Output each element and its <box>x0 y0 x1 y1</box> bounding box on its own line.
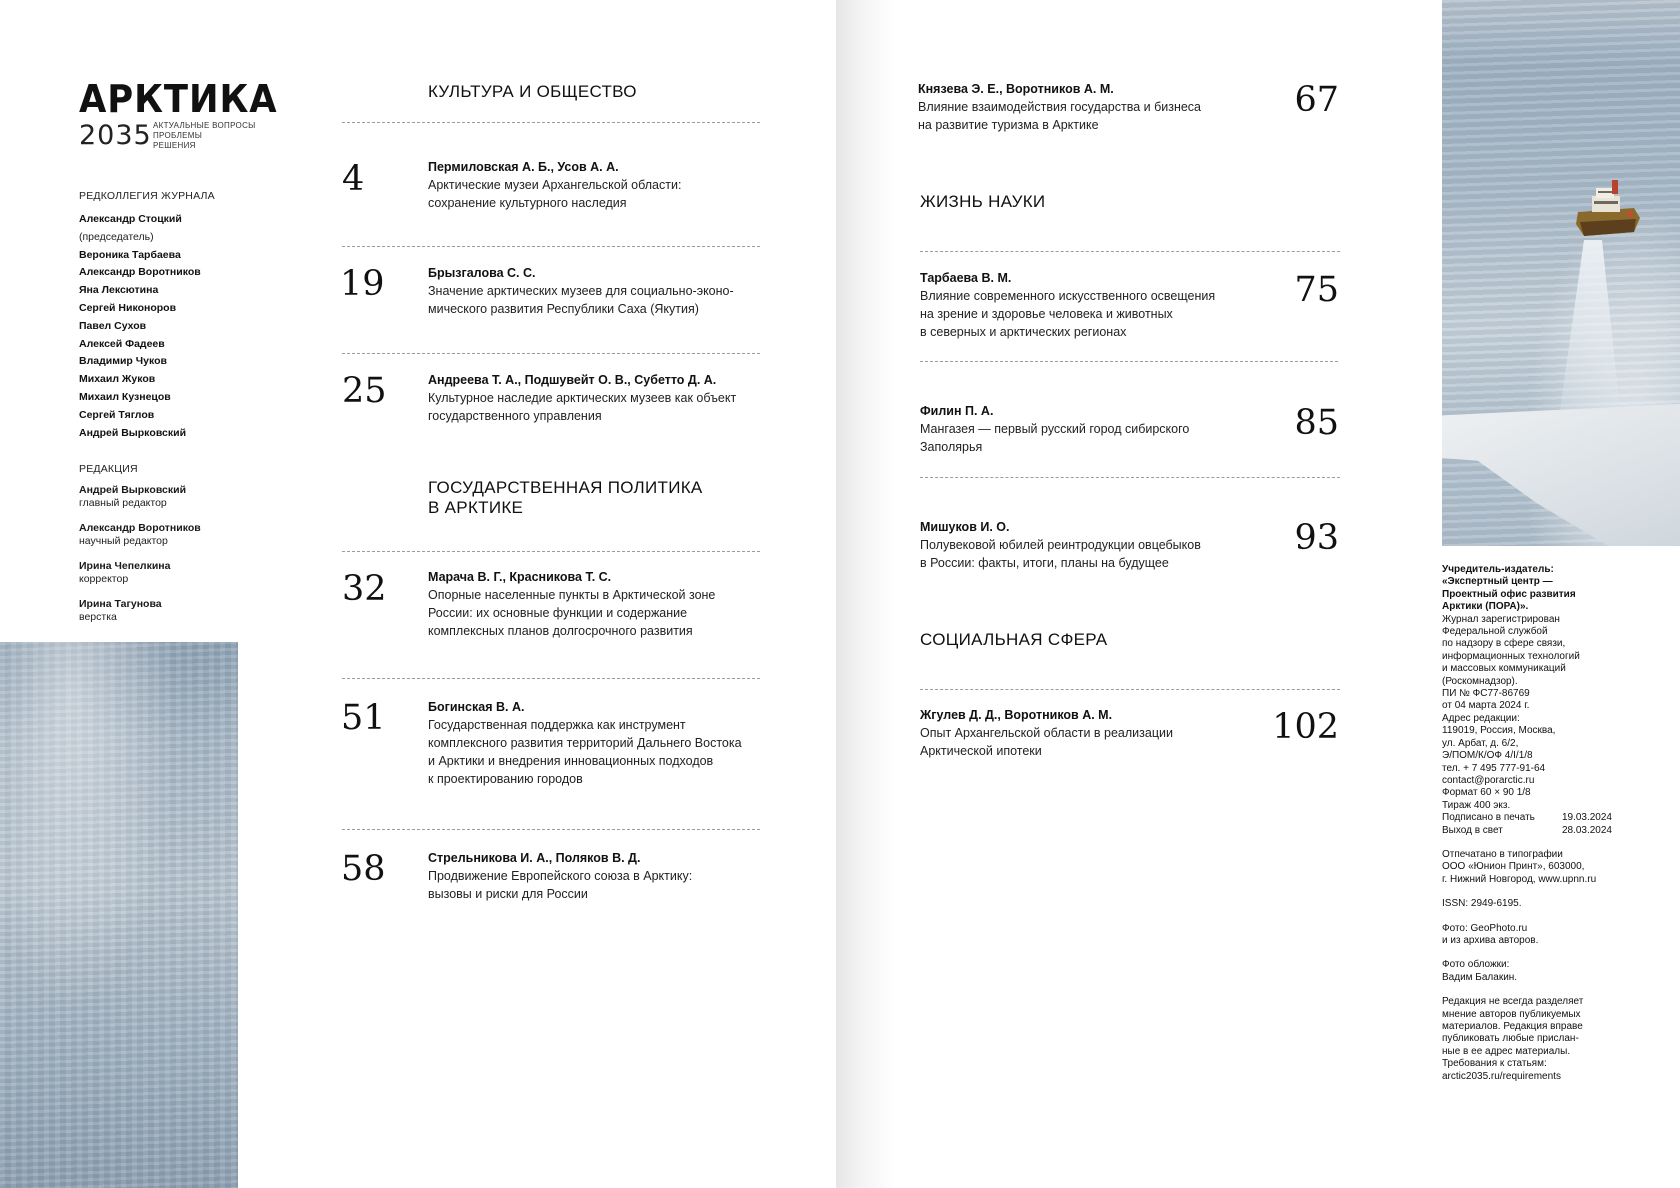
staff-entry <box>79 521 201 548</box>
imprint-line: мнение авторов публикуемых <box>1442 1008 1581 1020</box>
imprint-line: Тираж 400 экз. <box>1442 799 1511 811</box>
imprint-line: тел. + 7 495 777-91-64 <box>1442 762 1546 774</box>
toc-title-line: Влияние современного искусственного освещения <box>920 289 1216 303</box>
release-row <box>1442 825 1612 837</box>
signed-label: Подписано в печать <box>1442 812 1535 824</box>
staff-entry <box>79 597 201 624</box>
staff-entry <box>79 559 201 586</box>
divider <box>920 251 1340 252</box>
signed-row <box>1442 812 1612 824</box>
logo-subtitle-line: АКТУАЛЬНЫЕ ВОПРОСЫ <box>153 121 256 130</box>
imprint-line: Журнал зарегистрирован <box>1442 613 1560 625</box>
imprint-line: «Экспертный центр — <box>1442 576 1553 588</box>
toc-title-line: мического развития Республики Саха (Якутия) <box>428 302 699 316</box>
imprint-line: и массовых коммуникаций <box>1442 663 1566 675</box>
spacer <box>1442 984 1612 996</box>
toc-page-number: 85 <box>1294 403 1339 443</box>
toc-authors: Князева Э. Е., Воротников А. М. <box>918 82 1114 96</box>
toc-title-line: Государственная поддержка как инструмент <box>428 718 686 732</box>
imprint-line: 119019, Россия, Москва, <box>1442 725 1556 737</box>
imprint-line: и из архива авторов. <box>1442 934 1539 946</box>
toc-entry[interactable] <box>428 698 742 788</box>
staff-name: Андрей Выркoвский <box>79 484 187 496</box>
toc-title-line: Влияние взаимодействия государства и бизнеса <box>918 100 1202 114</box>
toc-title-line: Культурное наследие арктических музеев как объект <box>428 391 737 405</box>
toc-entry[interactable] <box>428 158 681 212</box>
staff-role: верстка <box>79 611 117 623</box>
staff-role: главный редактор <box>79 497 167 509</box>
magazine-logo-title: АРКТИКА <box>79 77 278 121</box>
section-title-science: ЖИЗНЬ НАУКИ <box>920 192 1046 211</box>
spacer <box>1442 837 1612 849</box>
signed-date: 19.03.2024 <box>1561 812 1612 824</box>
imprint-line: ул. Арбат, д. 6/2, <box>1442 737 1519 749</box>
toc-entry[interactable] <box>920 706 1173 760</box>
imprint-line: Редакция не всегда разделяет <box>1442 996 1584 1008</box>
divider <box>342 353 760 354</box>
magazine-logo-subtitle <box>153 121 256 151</box>
imprint-line: (Роскомнадзор). <box>1442 675 1518 687</box>
toc-title-line: сохранение культурного наследия <box>428 196 627 210</box>
imprint-line: Федеральной службой <box>1442 626 1548 638</box>
imprint-line: Фото: GeoPhoto.ru <box>1442 922 1528 934</box>
toc-title-line: Арктической ипотеки <box>920 744 1042 758</box>
toc-title-line: на зрение и здоровье человека и животных <box>920 307 1173 321</box>
logo-subtitle-line: РЕШЕНИЯ <box>153 141 196 150</box>
board-list <box>79 211 201 442</box>
toc-page-number: 102 <box>1272 707 1339 747</box>
imprint-line: материалов. Редакция вправе <box>1442 1021 1583 1032</box>
board-member: Сергей Тяглов <box>79 408 155 421</box>
toc-entry[interactable] <box>428 849 692 903</box>
toc-title-line: Опыт Архангельской области в реализации <box>920 726 1173 740</box>
board-heading: РЕДКОЛЛЕГИЯ ЖУРНАЛА <box>79 190 215 202</box>
toc-title-line: комплексного развития территорий Дальнего Востока <box>428 736 742 750</box>
imprint-line: от 04 марта 2024 г. <box>1442 700 1530 712</box>
editorial-heading: РЕДАКЦИЯ <box>79 463 138 475</box>
imprint-line: г. Нижний Новгород, www.upnn.ru <box>1442 873 1597 885</box>
imprint-line: публиковать любые прислан- <box>1442 1033 1579 1045</box>
toc-page-number: 51 <box>341 698 386 738</box>
staff-name: Ирина Тагунова <box>79 598 162 610</box>
toc-title-line: в северных и арктических регионах <box>920 325 1127 339</box>
release-date: 28.03.2024 <box>1561 824 1612 836</box>
toc-title-line: к проектированию городов <box>428 772 583 786</box>
board-member: Вероника Тарбаева <box>79 248 181 261</box>
imprint-line: Формат 60 × 90 1/8 <box>1442 787 1531 799</box>
toc-title-line: России: их основные функции и содержание <box>428 606 688 620</box>
imprint-line: Фото обложки: <box>1442 959 1510 971</box>
release-label: Выход в свет <box>1442 824 1503 836</box>
imprint-line: по надзору в сфере связи, <box>1442 638 1566 650</box>
toc-authors: Андреева Т. А., Подшувейт О. В., Субетто Д. А. <box>428 373 717 387</box>
imprint-line: Требования к статьям: <box>1442 1058 1547 1070</box>
toc-title-line: Полувековой юбилей реинтродукции овцебыков <box>920 538 1201 552</box>
board-member: Яна Лексютина <box>79 284 159 297</box>
toc-authors: Филин П. А. <box>920 404 994 418</box>
divider <box>920 361 1338 362</box>
imprint-line: Проектный офис развития <box>1442 588 1576 600</box>
staff-role: научный редактор <box>79 535 168 547</box>
board-member: Алексей Фадеев <box>79 337 165 350</box>
toc-title-line: и Арктики и внедрения инновационных подходов <box>428 754 714 768</box>
issn: ISSN: 2949-6195. <box>1442 898 1522 910</box>
icebreaker-ship-icon <box>1574 174 1642 248</box>
spacer <box>1442 947 1612 959</box>
toc-title-line: Значение арктических музеев для социально-эконо- <box>428 284 734 298</box>
section-title-social: СОЦИАЛЬНАЯ СФЕРА <box>920 630 1108 649</box>
requirements-link[interactable]: arctic2035.ru/requirements <box>1442 1070 1561 1082</box>
toc-entry[interactable] <box>918 80 1201 134</box>
toc-entry[interactable] <box>920 402 1189 456</box>
imprint-line: Адрес редакции: <box>1442 712 1520 724</box>
toc-authors: Стрельникова И. А., Поляков В. Д. <box>428 851 641 865</box>
ice-photo-left <box>0 642 238 1188</box>
toc-page-number: 67 <box>1294 80 1339 120</box>
staff-name: Александр Воротников <box>79 522 201 534</box>
divider <box>342 246 760 247</box>
imprint-line: Учредитель-издатель: <box>1442 564 1554 575</box>
toc-title-line: Арктические музеи Архангельской области: <box>428 178 682 192</box>
board-member: Александр Воротников <box>79 266 201 279</box>
toc-title-line: Заполярья <box>920 440 983 454</box>
toc-authors: Тарбаева В. М. <box>920 271 1012 285</box>
imprint-line: Э/ПОМ/К/ОФ 4/I/1/8 <box>1442 750 1533 762</box>
spacer <box>1442 911 1612 923</box>
imprint-line: ООО «Юнион Принт», 603000, <box>1442 861 1585 873</box>
toc-page-number: 4 <box>342 159 365 199</box>
board-member: Андрей Выркoвский <box>79 426 187 439</box>
board-member: Владимир Чуков <box>79 355 167 368</box>
divider <box>920 477 1340 478</box>
logo-subtitle-line: ПРОБЛЕМЫ <box>153 131 203 140</box>
toc-authors: Марача В. Г., Красникова Т. С. <box>428 570 612 584</box>
section-title-policy <box>428 478 703 518</box>
toc-title-line: Мангазея — первый русский город сибирского <box>920 422 1190 436</box>
toc-entry[interactable] <box>920 269 1215 341</box>
contact-email[interactable]: contact@porarctic.ru <box>1442 774 1535 786</box>
imprint-line: Вадим Балакин. <box>1442 971 1518 983</box>
toc-title-line: вызовы и риски для России <box>428 887 588 901</box>
toc-authors: Брызгалова С. С. <box>428 266 536 280</box>
toc-title-line: Опорные населенные пункты в Арктической зоне <box>428 588 716 602</box>
toc-title-line: на развитие туризма в Арктике <box>918 118 1099 132</box>
imprint-line: ПИ № ФС77-86769 <box>1442 688 1530 700</box>
board-chair-role: (председатель) <box>79 230 154 243</box>
spacer <box>1442 886 1612 898</box>
toc-title-line: государственного управления <box>428 409 602 423</box>
board-member: Михаил Жуков <box>79 373 156 386</box>
toc-authors: Богинская В. А. <box>428 700 525 714</box>
divider <box>342 551 760 552</box>
toc-page-number: 19 <box>340 264 385 304</box>
toc-entry[interactable] <box>428 264 734 318</box>
divider <box>920 689 1340 690</box>
toc-entry[interactable] <box>920 518 1201 572</box>
toc-entry[interactable] <box>428 371 736 425</box>
toc-title-line: комплексных планов долгосрочного развития <box>428 624 693 638</box>
board-member: Михаил Кузнецов <box>79 390 171 403</box>
toc-page-number: 93 <box>1294 518 1339 558</box>
toc-page-number: 58 <box>341 849 386 889</box>
toc-title-line: Продвижение Европейского союза в Арктику: <box>428 869 693 883</box>
divider <box>342 678 760 679</box>
divider <box>342 122 760 123</box>
board-member: Павел Сухов <box>79 319 147 332</box>
section-title-culture: КУЛЬТУРА И ОБЩЕСТВО <box>428 82 637 101</box>
imprint-line: ные в ее адрес материалы. <box>1442 1045 1571 1057</box>
toc-entry[interactable] <box>428 568 715 640</box>
divider <box>342 829 760 830</box>
imprint-line: Арктики (ПОРА)». <box>1442 601 1529 613</box>
toc-authors: Мишуков И. О. <box>920 520 1010 534</box>
board-member: Сергей Никоноров <box>79 301 177 314</box>
toc-authors: Пермиловская А. Б., Усов А. А. <box>428 160 619 174</box>
staff-role: корректор <box>79 573 129 585</box>
section-title-line: ГОСУДАРСТВЕННАЯ ПОЛИТИКА <box>428 478 703 497</box>
toc-page-number: 25 <box>342 371 387 411</box>
staff-entry <box>79 483 201 510</box>
imprint-line: информационных технологий <box>1442 650 1580 662</box>
magazine-logo-year: 2035 <box>79 120 152 151</box>
imprint-line: Отпечатано в типографии <box>1442 848 1563 860</box>
imprint-block <box>1442 564 1612 1083</box>
toc-page-number: 75 <box>1294 270 1339 310</box>
staff-name: Ирина Чепелкина <box>79 560 171 572</box>
toc-authors: Жгулев Д. Д., Воротников А. М. <box>920 708 1113 722</box>
toc-title-line: в России: факты, итоги, планы на будущее <box>920 556 1169 570</box>
toc-page-number: 32 <box>342 569 387 609</box>
section-title-line: В АРКТИКЕ <box>428 498 524 517</box>
board-member: Александр Стоцкий <box>79 213 182 225</box>
editorial-staff <box>79 483 201 635</box>
